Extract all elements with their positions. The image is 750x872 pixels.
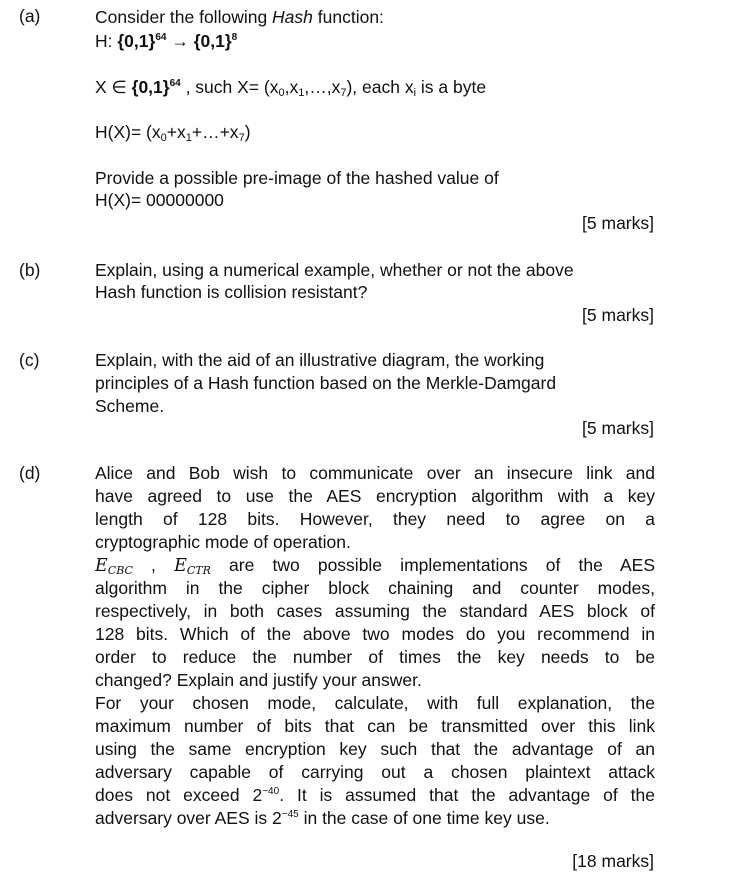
e-cbc-symbol: $E_{CBC}$ xyxy=(95,556,133,577)
part-d-line6: algorithm in the cipher block chaining and counter modes, xyxy=(95,578,655,598)
input-definition: X ∈ $\{0,1\}^{64}$ , such $X= (x_0,x_1,\dots,x_7)$, each $x_i$ is a byte xyxy=(95,77,487,99)
part-d-marks: [18 marks] xyxy=(572,851,654,871)
part-c-line1: Explain, with the aid of an illustrative diagram, the working xyxy=(95,350,545,370)
part-d-line5: $E_{CBC}$ , $E_{CTR}$ are two possible implementations of the AES xyxy=(95,555,655,577)
part-c-line3: Scheme. xyxy=(95,396,165,416)
part-d-line12: maximum number of bits that can be transmitted over this link xyxy=(95,716,655,736)
part-a-question-line2: H(X)= 00000000 xyxy=(95,190,224,210)
part-c-label: (c) xyxy=(19,350,40,370)
part-d-line1: Alice and Bob wish to communicate over an insecure link and xyxy=(95,463,655,483)
part-d-line8: 128 bits. Which of the above two modes do you recommend in xyxy=(95,624,655,644)
part-b-label: (b) xyxy=(19,260,41,280)
part-d-label: (d) xyxy=(19,463,41,483)
part-d-line4: cryptographic mode of operation. xyxy=(95,532,351,552)
part-d-line9: order to reduce the number of times the key needs to be xyxy=(95,647,655,667)
part-a-label: (a) xyxy=(19,6,41,26)
part-d-line13: using the same encryption key such that the advantage of an xyxy=(95,739,655,759)
part-d-line16: adversary over AES is $2^{-45}$ in the case of one time key use. xyxy=(95,808,550,828)
part-d-line15: does not exceed $2^{-40}$. It is assumed that the advantage of the xyxy=(95,785,655,805)
part-a-marks: [5 marks] xyxy=(582,213,654,233)
part-b-line2: Hash function is collision resistant? xyxy=(95,282,368,302)
hash-signature: H: $\{0,1\}^{64} \to \{0,1\}^8$ xyxy=(95,31,238,51)
hash-formula: $H(X)= (x_0+x_1+\dots+x_7)$ xyxy=(95,122,251,144)
part-b-marks: [5 marks] xyxy=(582,305,654,325)
e-ctr-symbol: $E_{CTR}$ xyxy=(174,556,211,577)
part-d-line10: changed? Explain and justify your answer. xyxy=(95,670,422,690)
part-d-line14: adversary capable of carrying out a chosen plaintext attack xyxy=(95,762,655,782)
part-d-line3: length of 128 bits. However, they need to agree on a xyxy=(95,509,655,529)
part-d-line7: respectively, in both cases assuming the standard AES block of xyxy=(95,601,655,621)
part-c-marks: [5 marks] xyxy=(582,418,654,438)
part-d-line11: For your chosen mode, calculate, with full explanation, the xyxy=(95,693,655,713)
part-a-question-line1: Provide a possible pre-image of the hashed value of xyxy=(95,168,499,188)
part-b-line1: Explain, using a numerical example, whether or not the above xyxy=(95,260,574,280)
part-d-line2: have agreed to use the AES encryption algorithm with a key xyxy=(95,486,655,506)
part-c-line2: principles of a Hash function based on the Merkle-Damgard xyxy=(95,373,557,393)
part-a-intro: Consider the following Hash function: xyxy=(95,7,384,27)
